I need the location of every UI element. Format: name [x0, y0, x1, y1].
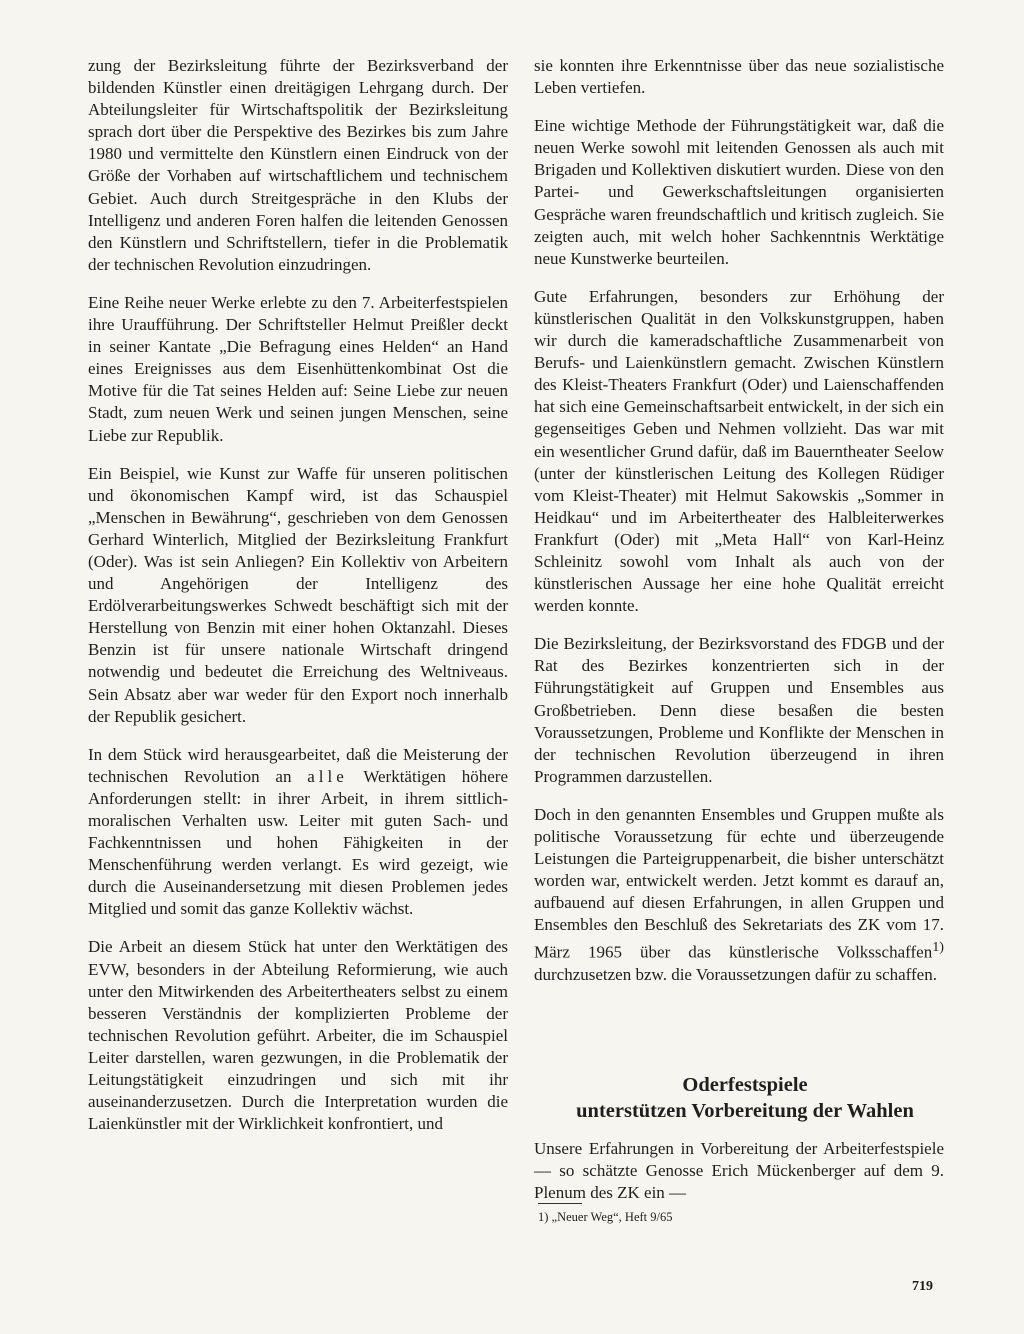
body-paragraph: Eine wichtige Methode der Führungstätigkeit war, daß die neuen Werke sowohl mit leitenden Genossen als auch mit Brigaden und Kollektiven diskutiert wurden. Diese von den Partei- und Gewerkschaftsleitungen organisierten Gespräche waren freundschaftlich und kritisch zugleich. Sie zeigten auch, mit welch hoher Sachkenntnis Werktätige neue Kunstwerke beurteilen.: [534, 116, 944, 268]
body-paragraph: [88, 744, 508, 921]
body-paragraph: zung der Bezirksleitung führte der Bezirksverband der bildenden Künstler einen dreitägigen Lehrgang durch. Der Abteilungsleiter für Wirtschaftspolitik der Bezirksleitung sprach dort über die Perspektive des Bezirkes bis zum Jahre 1980 und vermittelte den Künstlern einen Eindruck von der Größe der Vorhaben auf wirtschaftlichem und technischem Gebiet. Auch durch Streitgespräche in den Klubs der Intelligenz und anderen Foren halfen die leitenden Genossen den Künstlern und Schriftstellern, tiefer in die Problematik der technischen Revolution einzudringen.: [88, 56, 508, 274]
paragraph-text: durchzusetzen bzw. die Voraussetzungen dafür zu schaffen.: [534, 965, 937, 985]
footnote: 1) „Neuer Weg“, Heft 9/65: [538, 1210, 673, 1224]
body-paragraph: Gute Erfahrungen, besonders zur Erhöhung der künstlerischen Qualität in den Volkskunstgruppen, haben wir durch die kameradschaftliche Zusammenarbeit von Berufs- und Laienkünstlern gemacht. Zwischen Künstlern des Kleist-Theaters Frankfurt (Oder) und Laienschaffenden hat sich eine Gemeinschaftsarbeit entwickelt, in der sich ein gegenseitiges Geben und Nehmen vollzieht. Das war mit ein wesentlicher Grund dafür, daß im Bauerntheater Seelow (unter der künstlerischen Leitung des Kollegen Rüdiger vom Kleist-Theater) mit Helmut Sakowskis „Sommer in Heidkau“ und im Arbeitertheater des Halbleiterwerkes Frankfurt (Oder) mit „Meta Hall“ von Karl-Heinz Schleinitz sowohl vom Inhalt als auch von der künstlerischen Aussage her eine hohe Qualität erreicht werden konnte.: [534, 286, 944, 616]
paragraph-text: Werktätigen höhere Anforderungen stellt: in ihrer Arbeit, in ihrem sittlich-moralischen Verhalten usw. Leiter mit guten Sach- und Fachkenntnissen und hohen Fähigkeiten in der Menschenführung werden verlangt. Es wird gezeigt, wie durch die Auseinandersetzung mit diesen Problemen jedes Mitglied und somit das ganze Kollektiv wächst.: [88, 766, 509, 919]
page-number: 719: [912, 1279, 933, 1294]
body-paragraph: Die Arbeit an diesem Stück hat unter den Werktätigen des EVW, besonders in der Abteilung Reformierung, wie auch unter den Mitwirkenden des Arbeitertheaters selbst zu einem besseren Verständnis der komplizierten Probleme der technischen Revolution geführt. Arbeiter, die im Schauspiel Leiter darstellen, waren gezwungen, in die Problematik der Leitungstätigkeit einzudringen und sich mit ihr auseinanderzusetzen. Durch die Interpretation wurden die Laienkünstler mit der Wirklichkeit konfrontiert, und: [88, 937, 508, 1134]
spaced-emphasis: alle: [307, 766, 348, 786]
body-paragraph: sie konnten ihre Erkenntnisse über das neue sozialistische Leben vertiefen.: [534, 56, 944, 98]
body-paragraph: Ein Beispiel, wie Kunst zur Waffe für unseren politischen und ökonomischen Kampf wird, ist das Schauspiel „Menschen in Bewährung“, geschrieben von dem Genossen Gerhard Winterlich, Mitglied der Bezirksleitung Frankfurt (Oder). Was ist sein Anliegen? Ein Kollektiv von Arbeitern und Angehörigen der Intelligenz des Erdölverarbeitungswerkes Schwedt beschäftigt sich mit der Herstellung von Benzin mit einer hohen Oktanzahl. Dieses Benzin ist für unsere nationale Wirtschaft dringend notwendig und bedeutet die Erreichung des Weltniveaus. Sein Absatz aber war weder für den Export noch innerhalb der Republik gesichert.: [88, 463, 508, 726]
heading-line: Oderfestspiele: [682, 1074, 808, 1096]
footnote-divider: [538, 1203, 582, 1204]
left-column: [88, 55, 508, 1151]
body-paragraph: [534, 804, 944, 986]
paragraph-text: In dem Stück wird herausgearbeitet, daß die Meisterung der technischen Revolution an: [88, 744, 508, 786]
body-paragraph: Die Bezirksleitung, der Bezirksvorstand des FDGB und der Rat des Bezirkes konzentrierten sich in der Führungstätigkeit auf Gruppen und Ensembles aus Großbetrieben. Denn diese besaßen die besten Voraussetzungen, Probleme und Konflikte der Menschen in der technischen Revolution überzeugend in ihren Programmen darzustellen.: [534, 634, 944, 786]
section-paragraph: Unsere Erfahrungen in Vorbereitung der Arbeiterfestspiele — so schätzte Genosse Erich Mückenberger auf dem 9. Plenum des ZK ein —: [534, 1139, 944, 1203]
heading-line: unterstützen Vorbereitung der Wahlen: [576, 1100, 914, 1122]
right-column: [534, 55, 944, 1002]
body-paragraph: Eine Reihe neuer Werke erlebte zu den 7. Arbeiterfestspielen ihre Uraufführung. Der Schriftsteller Helmut Preißler deckt in seiner Kantate „Die Befragung eines Helden“ an Hand eines Ereignisses aus dem Eisenhüttenkombinat Ost die Motive für die Tat seines Helden auf: Seine Liebe zur neuen Stadt, zum neuen Werk und seinen jungen Menschen, seine Liebe zur Republik.: [88, 292, 508, 445]
paragraph-text: Doch in den genannten Ensembles und Gruppen mußte als politische Voraussetzung für echte und überzeugende Leistungen die Parteigruppenarbeit, die bisher unterschätzt worden war, entwickelt werden. Jetzt kommt es darauf an, aufbauend auf diesen Erfahrungen, in allen Gruppen und Ensembles den Beschluß des Sekretariats des ZK vom 17. März 1965 über das künstlerische Volksschaffen: [534, 804, 944, 963]
footnote-mark: 1): [932, 939, 944, 956]
section-heading: [540, 1072, 950, 1124]
